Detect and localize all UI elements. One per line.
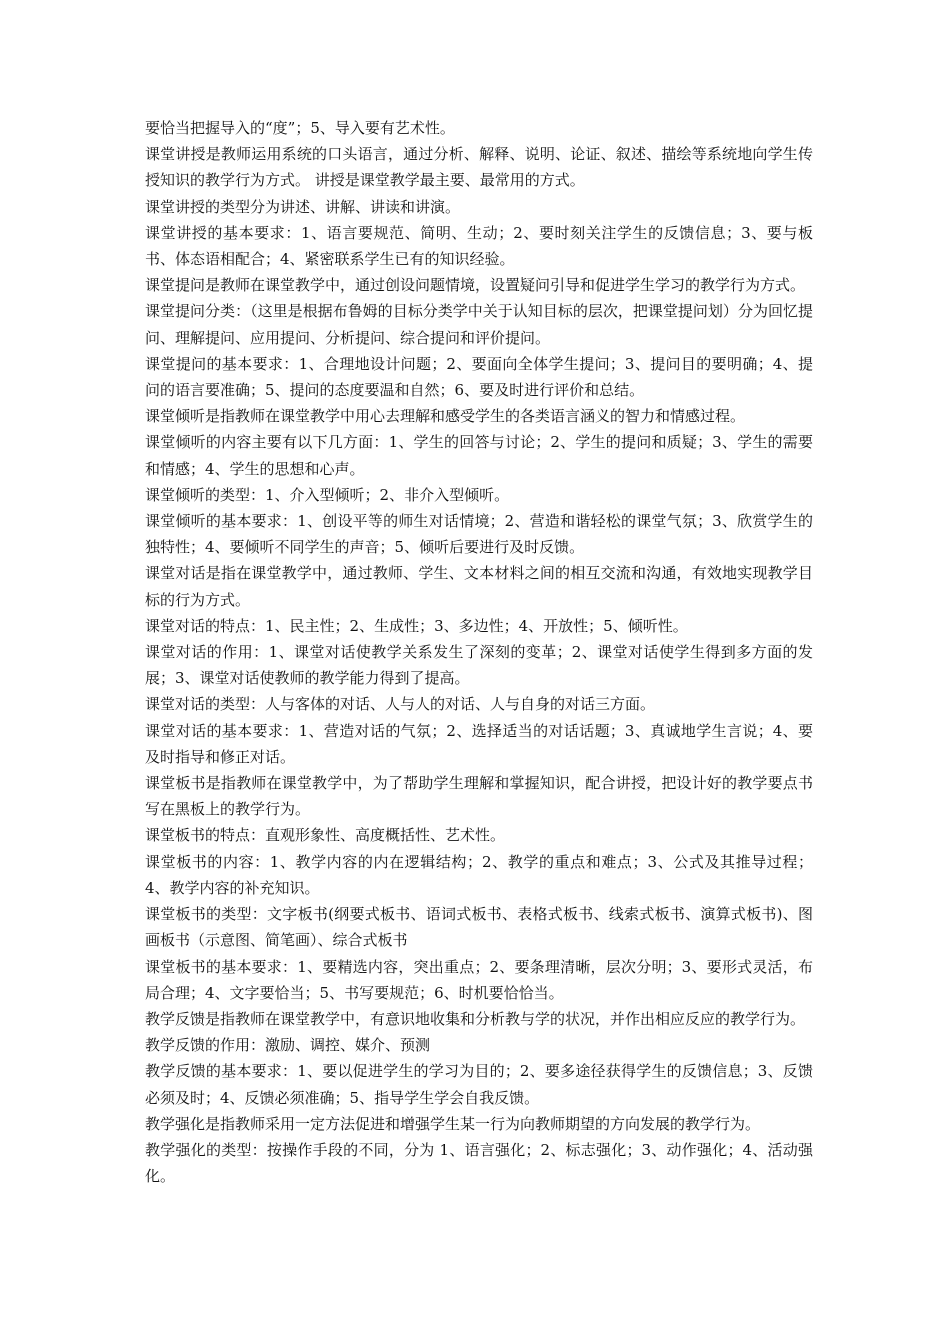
paragraph: 教学反馈是指教师在课堂教学中，有意识地收集和分析教与学的状况，并作出相应反应的教学行为。: [145, 1009, 806, 1028]
paragraph: 课堂板书的内容：1、教学内容的内在逻辑结构；2、教学的重点和难点；3、公式及其推导过程；4、教学内容的补充知识。: [145, 852, 813, 897]
paragraph: 课堂倾听是指教师在课堂教学中用心去理解和感受学生的各类语言涵义的智力和情感过程。: [145, 407, 746, 426]
paragraph: 教学反馈的基本要求：1、要以促进学生的学习为目的；2、要多途径获得学生的反馈信息；3、反馈必须及时；4、反馈必须准确；5、指导学生学会自我反馈。: [145, 1062, 813, 1107]
paragraph: 课堂板书的类型：文字板书(纲要式板书、语词式板书、表格式板书、线索式板书、演算式板书)、图画板书（示意图、简笔画）、综合式板书: [145, 905, 813, 950]
paragraph: 课堂板书的特点：直观形象性、高度概括性、艺术性。: [145, 826, 506, 845]
paragraph: 教学反馈的作用：激励、调控、媒介、预测: [145, 1036, 431, 1055]
paragraph: 课堂讲授的类型分为讲述、讲解、讲读和讲演。: [145, 197, 461, 216]
paragraph: 课堂对话的特点：1、民主性；2、生成性；3、多边性；4、开放性；5、倾听性。: [145, 616, 688, 635]
paragraph: 教学强化是指教师采用一定方法促进和增强学生某一行为向教师期望的方向发展的教学行为。: [145, 1114, 761, 1133]
paragraph: 课堂倾听的类型：1、介入型倾听；2、非介入型倾听。: [145, 485, 510, 504]
paragraph: 课堂对话是指在课堂教学中，通过教师、学生、文本材料之间的相互交流和沟通，有效地实现教学目标的行为方式。: [145, 564, 813, 609]
paragraph: 课堂板书是指教师在课堂教学中，为了帮助学生理解和掌握知识，配合讲授，把设计好的教学要点书写在黑板上的教学行为。: [145, 774, 813, 819]
paragraph: 教学强化的类型：按操作手段的不同，分为 1、语言强化；2、标志强化；3、动作强化；4、活动强化。: [145, 1140, 813, 1186]
paragraph: 课堂提问是教师在课堂教学中，通过创设问题情境，设置疑问引导和促进学生学习的教学行为方式。: [145, 276, 806, 295]
paragraph: 课堂板书的基本要求：1、要精选内容，突出重点；2、要条理清晰，层次分明；3、要形式灵活，布局合理；4、文字要恰当；5、书写要规范；6、时机要恰恰当。: [145, 957, 813, 1002]
paragraph: 课堂倾听的内容主要有以下几方面：1、学生的回答与讨论；2、学生的提问和质疑；3、学生的需要和情感；4、学生的思想和心声。: [145, 433, 813, 478]
paragraph: 课堂讲授是教师运用系统的口头语言，通过分析、解释、说明、论证、叙述、描绘等系统地向学生传授知识的教学行为方式。 讲授是课堂教学最主要、最常用的方式。: [145, 145, 813, 190]
paragraph: 课堂对话的基本要求：1、营造对话的气氛；2、选择适当的对话话题；3、真诚地学生言说；4、要及时指导和修正对话。: [145, 721, 813, 766]
paragraph: 课堂提问分类：（这里是根据布鲁姆的目标分类学中关于认知目标的层次，把课堂提问划）分为回忆提问、理解提问、应用提问、分析提问、综合提问和评价提问。: [145, 302, 813, 347]
paragraph: 课堂倾听的基本要求：1、创设平等的师生对话情境；2、营造和谐轻松的课堂气氛；3、欣赏学生的独特性；4、要倾听不同学生的声音；5、倾听后要进行及时反馈。: [145, 512, 813, 557]
paragraph: 课堂提问的基本要求：1、合理地设计问题；2、要面向全体学生提问；3、提问目的要明确；4、提问的语言要准确；5、提问的态度要温和自然；6、要及时进行评价和总结。: [145, 354, 813, 400]
paragraph: 课堂讲授的基本要求：1、语言要规范、简明、生动；2、要时刻关注学生的反馈信息；3、要与板书、体态语相配合；4、紧密联系学生已有的知识经验。: [145, 223, 813, 269]
paragraph: 课堂对话的作用：1、课堂对话使教学关系发生了深刻的变革；2、课堂对话使学生得到多方面的发展；3、课堂对话使教师的教学能力得到了提高。: [145, 643, 813, 688]
document-body: [145, 115, 813, 1189]
paragraph: 课堂对话的类型：人与客体的对话、人与人的对话、人与自身的对话三方面。: [145, 695, 656, 714]
paragraph: 要恰当把握导入的“度”；5、导入要有艺术性。: [145, 119, 455, 137]
